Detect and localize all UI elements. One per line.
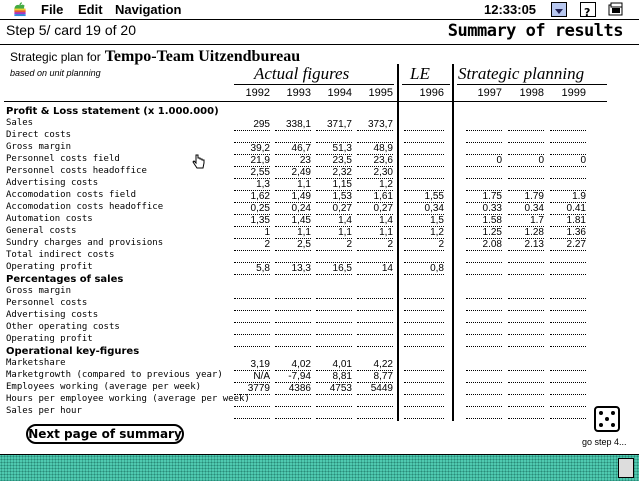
table-cell[interactable] bbox=[466, 323, 502, 335]
table-cell[interactable] bbox=[316, 335, 352, 347]
step-indicator: Step 5/ card 19 of 20 bbox=[6, 22, 136, 38]
dice-icon[interactable] bbox=[594, 406, 620, 432]
table-cell[interactable] bbox=[234, 323, 270, 335]
table-cell[interactable] bbox=[404, 359, 444, 371]
table-cell[interactable] bbox=[404, 251, 444, 263]
table-cell[interactable]: 5449 bbox=[357, 383, 393, 395]
year-header: 1992 bbox=[245, 87, 270, 99]
table-cell[interactable]: 14 bbox=[357, 263, 393, 275]
table-cell[interactable]: 295 bbox=[234, 119, 270, 131]
hand-pointer-icon bbox=[192, 154, 206, 170]
table-cell[interactable]: 4386 bbox=[275, 383, 311, 395]
table-cell[interactable] bbox=[508, 179, 544, 191]
table-cell[interactable]: 1,1 bbox=[275, 227, 311, 239]
table-cell[interactable] bbox=[466, 335, 502, 347]
table-cell[interactable]: 1,49 bbox=[275, 191, 311, 203]
table-cell[interactable]: 2,55 bbox=[234, 167, 270, 179]
table-cell[interactable]: 0 bbox=[508, 155, 544, 167]
year-header: 1993 bbox=[286, 87, 311, 99]
table-cell[interactable]: 0.41 bbox=[550, 203, 586, 215]
table-cell[interactable] bbox=[466, 143, 502, 155]
table-cell[interactable]: 371,7 bbox=[316, 119, 352, 131]
table-cell[interactable] bbox=[508, 371, 544, 383]
table-cell[interactable] bbox=[316, 323, 352, 335]
row-label: Advertising costs bbox=[6, 310, 99, 320]
table-cell[interactable] bbox=[404, 383, 444, 395]
table-cell[interactable]: 1,4 bbox=[316, 215, 352, 227]
table-cell[interactable] bbox=[234, 287, 270, 299]
table-cell[interactable] bbox=[234, 407, 270, 419]
table-cell[interactable]: 0.34 bbox=[508, 203, 544, 215]
table-cell[interactable] bbox=[404, 323, 444, 335]
table-cell[interactable] bbox=[508, 119, 544, 131]
table-cell[interactable]: 1,3 bbox=[234, 179, 270, 191]
table-cell[interactable]: 1.9 bbox=[550, 191, 586, 203]
table-cell[interactable]: 16,5 bbox=[316, 263, 352, 275]
table-cell[interactable] bbox=[316, 251, 352, 263]
table-cell[interactable] bbox=[316, 131, 352, 143]
table-cell[interactable] bbox=[466, 359, 502, 371]
table-cell[interactable]: 2.13 bbox=[508, 239, 544, 251]
row-label: Marketgrowth (compared to previous year) bbox=[6, 370, 223, 380]
table-cell[interactable] bbox=[508, 143, 544, 155]
table-cell[interactable]: 3779 bbox=[234, 383, 270, 395]
table-cell[interactable]: 1,2 bbox=[357, 179, 393, 191]
table-cell[interactable]: 1.36 bbox=[550, 227, 586, 239]
divider-strategic bbox=[452, 64, 454, 421]
table-cell[interactable] bbox=[550, 407, 586, 419]
table-cell[interactable] bbox=[550, 311, 586, 323]
table-cell[interactable]: 48,9 bbox=[357, 143, 393, 155]
table-cell[interactable] bbox=[234, 311, 270, 323]
table-cell[interactable] bbox=[316, 287, 352, 299]
table-cell[interactable]: 373,7 bbox=[357, 119, 393, 131]
table-cell[interactable] bbox=[357, 335, 393, 347]
card-header bbox=[0, 20, 639, 45]
table-cell[interactable]: 1,45 bbox=[275, 215, 311, 227]
table-cell[interactable] bbox=[357, 299, 393, 311]
application-menu-icon[interactable] bbox=[551, 2, 567, 17]
group-underline-le bbox=[402, 84, 450, 85]
table-cell[interactable] bbox=[275, 131, 311, 143]
table-cell[interactable] bbox=[404, 179, 444, 191]
group-strategic-planning: Strategic planning bbox=[458, 64, 585, 83]
table-cell[interactable] bbox=[550, 131, 586, 143]
table-cell[interactable] bbox=[466, 251, 502, 263]
table-cell[interactable]: 0,8 bbox=[404, 263, 444, 275]
row-label: General costs bbox=[6, 226, 77, 236]
table-cell[interactable] bbox=[508, 311, 544, 323]
table-cell[interactable]: 23,5 bbox=[316, 155, 352, 167]
table-cell[interactable]: 1 bbox=[234, 227, 270, 239]
table-cell[interactable]: 8,77 bbox=[357, 371, 393, 383]
row-label: Operating profit bbox=[6, 334, 93, 344]
table-cell[interactable] bbox=[550, 335, 586, 347]
table-cell[interactable]: 23 bbox=[275, 155, 311, 167]
table-cell[interactable] bbox=[508, 323, 544, 335]
table-cell[interactable] bbox=[404, 167, 444, 179]
table-cell[interactable] bbox=[404, 299, 444, 311]
table-cell[interactable]: 2.27 bbox=[550, 239, 586, 251]
table-cell[interactable] bbox=[234, 251, 270, 263]
apple-icon[interactable] bbox=[12, 2, 28, 17]
row-label: Sundry charges and provisions bbox=[6, 238, 164, 248]
year-header: 1996 bbox=[419, 87, 444, 99]
table-cell[interactable] bbox=[404, 407, 444, 419]
row-label: Sales per hour bbox=[6, 406, 82, 416]
table-cell[interactable] bbox=[275, 311, 311, 323]
group-le: LE bbox=[410, 64, 430, 83]
table-cell[interactable] bbox=[466, 395, 502, 407]
table-cell[interactable] bbox=[275, 287, 311, 299]
table-cell[interactable]: 338,1 bbox=[275, 119, 311, 131]
table-cell[interactable] bbox=[357, 131, 393, 143]
desktop-background bbox=[0, 454, 639, 481]
year-header: 1995 bbox=[368, 87, 393, 99]
table-cell[interactable]: 1.81 bbox=[550, 215, 586, 227]
table-cell[interactable] bbox=[275, 395, 311, 407]
table-cell[interactable] bbox=[404, 119, 444, 131]
table-cell[interactable] bbox=[550, 323, 586, 335]
table-cell[interactable]: 46,7 bbox=[275, 143, 311, 155]
table-cell[interactable] bbox=[357, 287, 393, 299]
table-cell[interactable] bbox=[508, 335, 544, 347]
menu-clock: 12:33:05 bbox=[484, 2, 537, 17]
table-cell[interactable] bbox=[466, 263, 502, 275]
table-cell[interactable] bbox=[404, 143, 444, 155]
table-cell[interactable]: 1,55 bbox=[404, 191, 444, 203]
table-cell[interactable] bbox=[404, 131, 444, 143]
table-cell[interactable] bbox=[466, 119, 502, 131]
table-cell[interactable] bbox=[357, 407, 393, 419]
year-header: 1997 bbox=[477, 87, 502, 99]
table-cell[interactable]: -7,94 bbox=[275, 371, 311, 383]
next-page-of-summary-button[interactable]: Next page of summary bbox=[26, 424, 184, 444]
table-cell[interactable] bbox=[357, 311, 393, 323]
table-cell[interactable]: 2 bbox=[357, 239, 393, 251]
row-label: Total indirect costs bbox=[6, 250, 115, 260]
table-cell[interactable]: 23,6 bbox=[357, 155, 393, 167]
table-cell[interactable] bbox=[508, 287, 544, 299]
go-step-link[interactable]: go step 4... bbox=[582, 437, 627, 447]
table-cell[interactable]: 4,01 bbox=[316, 359, 352, 371]
table-cell[interactable] bbox=[404, 287, 444, 299]
table-cell[interactable] bbox=[550, 119, 586, 131]
year-header: 1999 bbox=[561, 87, 586, 99]
based-on-note: based on unit planning bbox=[10, 68, 101, 78]
section-heading: Percentages of sales bbox=[6, 274, 124, 285]
table-cell[interactable]: 1,35 bbox=[234, 215, 270, 227]
table-cell[interactable]: 1,1 bbox=[275, 179, 311, 191]
table-cell[interactable] bbox=[234, 335, 270, 347]
finder-icon[interactable] bbox=[608, 2, 624, 17]
page-title: Summary of results bbox=[447, 21, 623, 41]
table-cell[interactable] bbox=[404, 395, 444, 407]
table-cell[interactable] bbox=[466, 179, 502, 191]
table-top-rule bbox=[4, 101, 607, 102]
table-cell[interactable]: 1,4 bbox=[357, 215, 393, 227]
table-cell[interactable]: 1,53 bbox=[316, 191, 352, 203]
menu-file[interactable]: File bbox=[41, 2, 64, 17]
table-cell[interactable] bbox=[466, 407, 502, 419]
table-cell[interactable]: 39,2 bbox=[234, 143, 270, 155]
company-name: Tempo-Team Uitzendbureau bbox=[104, 48, 301, 65]
table-cell[interactable]: 0 bbox=[466, 155, 502, 167]
table-cell[interactable]: 1.28 bbox=[508, 227, 544, 239]
table-cell[interactable] bbox=[508, 251, 544, 263]
table-cell[interactable] bbox=[550, 179, 586, 191]
table-cell[interactable] bbox=[550, 299, 586, 311]
table-cell[interactable]: 0 bbox=[550, 155, 586, 167]
table-cell[interactable]: 4,22 bbox=[357, 359, 393, 371]
menu-edit[interactable]: Edit bbox=[78, 2, 103, 17]
help-balloon-icon[interactable] bbox=[580, 2, 596, 17]
table-cell[interactable] bbox=[508, 167, 544, 179]
row-label: Employees working (average per week) bbox=[6, 382, 202, 392]
table-cell[interactable]: 1,15 bbox=[316, 179, 352, 191]
table-cell[interactable]: 1,1 bbox=[357, 227, 393, 239]
table-cell[interactable]: 13,3 bbox=[275, 263, 311, 275]
table-cell[interactable]: 1,62 bbox=[234, 191, 270, 203]
table-cell[interactable]: 0,24 bbox=[275, 203, 311, 215]
table-cell[interactable]: 1.79 bbox=[508, 191, 544, 203]
table-cell[interactable] bbox=[508, 131, 544, 143]
table-cell[interactable] bbox=[508, 263, 544, 275]
trash-icon[interactable] bbox=[618, 458, 634, 478]
table-cell[interactable]: 8,81 bbox=[316, 371, 352, 383]
row-label: Gross margin bbox=[6, 142, 72, 152]
table-cell[interactable] bbox=[357, 323, 393, 335]
table-cell[interactable]: 1.58 bbox=[466, 215, 502, 227]
group-underline-strategic bbox=[457, 84, 607, 85]
table-cell[interactable] bbox=[275, 299, 311, 311]
table-cell[interactable] bbox=[234, 131, 270, 143]
table-cell[interactable] bbox=[404, 311, 444, 323]
table-cell[interactable]: 0.33 bbox=[466, 203, 502, 215]
table-cell[interactable] bbox=[508, 299, 544, 311]
row-label: Personnel costs field bbox=[6, 154, 120, 164]
row-label: Accomodation costs headoffice bbox=[6, 202, 164, 212]
row-label: Operating profit bbox=[6, 262, 93, 272]
table-cell[interactable]: 0,25 bbox=[234, 203, 270, 215]
table-cell[interactable] bbox=[316, 407, 352, 419]
menu-bar bbox=[0, 0, 639, 20]
table-cell[interactable]: 0,34 bbox=[404, 203, 444, 215]
table-cell[interactable]: 2,49 bbox=[275, 167, 311, 179]
group-actual-figures: Actual figures bbox=[254, 64, 350, 83]
row-label: Personnel costs bbox=[6, 298, 88, 308]
table-cell[interactable]: 1.75 bbox=[466, 191, 502, 203]
table-cell[interactable] bbox=[550, 383, 586, 395]
table-cell[interactable] bbox=[550, 167, 586, 179]
section-heading: Profit & Loss statement (x 1.000.000) bbox=[6, 106, 219, 117]
table-cell[interactable]: 1,2 bbox=[404, 227, 444, 239]
table-cell[interactable]: 1,1 bbox=[316, 227, 352, 239]
divider-le bbox=[397, 64, 399, 421]
table-cell[interactable] bbox=[550, 371, 586, 383]
table-cell[interactable]: 0,27 bbox=[357, 203, 393, 215]
table-cell[interactable] bbox=[550, 287, 586, 299]
table-cell[interactable] bbox=[508, 383, 544, 395]
table-cell[interactable] bbox=[550, 395, 586, 407]
row-label: Gross margin bbox=[6, 286, 72, 296]
row-label: Marketshare bbox=[6, 358, 66, 368]
table-cell[interactable]: 3,19 bbox=[234, 359, 270, 371]
table-cell[interactable] bbox=[508, 407, 544, 419]
row-label: Accomodation costs field bbox=[6, 190, 137, 200]
table-cell[interactable]: 2 bbox=[234, 239, 270, 251]
table-cell[interactable] bbox=[316, 395, 352, 407]
table-cell[interactable] bbox=[550, 251, 586, 263]
table-cell[interactable]: 2 bbox=[316, 239, 352, 251]
table-cell[interactable] bbox=[466, 131, 502, 143]
table-cell[interactable] bbox=[466, 371, 502, 383]
table-cell[interactable] bbox=[550, 263, 586, 275]
table-cell[interactable] bbox=[234, 299, 270, 311]
row-label: Direct costs bbox=[6, 130, 72, 140]
svg-text:?: ? bbox=[584, 6, 591, 18]
year-header: 1998 bbox=[519, 87, 544, 99]
table-cell[interactable]: 2,32 bbox=[316, 167, 352, 179]
table-cell[interactable] bbox=[316, 311, 352, 323]
table-cell[interactable]: 4753 bbox=[316, 383, 352, 395]
table-cell[interactable] bbox=[275, 251, 311, 263]
table-cell[interactable]: 2.08 bbox=[466, 239, 502, 251]
row-label: Automation costs bbox=[6, 214, 93, 224]
table-cell[interactable] bbox=[404, 335, 444, 347]
table-cell[interactable] bbox=[550, 359, 586, 371]
row-label: Other operating costs bbox=[6, 322, 120, 332]
table-cell[interactable] bbox=[275, 335, 311, 347]
row-label: Hours per employee working (average per week) bbox=[6, 394, 250, 404]
table-cell[interactable] bbox=[550, 143, 586, 155]
table-cell[interactable] bbox=[466, 167, 502, 179]
table-cell[interactable] bbox=[466, 383, 502, 395]
row-label: Advertising costs bbox=[6, 178, 99, 188]
table-cell[interactable]: 2,5 bbox=[275, 239, 311, 251]
table-cell[interactable] bbox=[316, 299, 352, 311]
menu-navigation[interactable]: Navigation bbox=[115, 2, 182, 17]
table-cell[interactable] bbox=[404, 155, 444, 167]
table-cell[interactable] bbox=[234, 395, 270, 407]
table-cell[interactable]: 4,02 bbox=[275, 359, 311, 371]
section-heading: Operational key-figures bbox=[6, 346, 140, 357]
table-cell[interactable] bbox=[275, 407, 311, 419]
table-cell[interactable]: N/A bbox=[234, 371, 270, 383]
table-cell[interactable] bbox=[466, 287, 502, 299]
table-cell[interactable]: 1,61 bbox=[357, 191, 393, 203]
table-cell[interactable] bbox=[466, 299, 502, 311]
table-cell[interactable]: 2,30 bbox=[357, 167, 393, 179]
table-cell[interactable]: 1,5 bbox=[404, 215, 444, 227]
table-cell[interactable]: 1.25 bbox=[466, 227, 502, 239]
table-cell[interactable]: 2 bbox=[404, 239, 444, 251]
table-cell[interactable] bbox=[508, 395, 544, 407]
table-cell[interactable]: 1.7 bbox=[508, 215, 544, 227]
year-header: 1994 bbox=[327, 87, 352, 99]
plan-label: Strategic plan for bbox=[10, 50, 101, 64]
row-label: Sales bbox=[6, 118, 34, 128]
table-cell[interactable]: 0,27 bbox=[316, 203, 352, 215]
row-label: Personnel costs headoffice bbox=[6, 166, 147, 176]
table-cell[interactable] bbox=[357, 395, 393, 407]
table-cell[interactable] bbox=[508, 359, 544, 371]
table-cell[interactable] bbox=[275, 323, 311, 335]
table-cell[interactable] bbox=[466, 311, 502, 323]
table-cell[interactable]: 5,8 bbox=[234, 263, 270, 275]
table-cell[interactable] bbox=[404, 371, 444, 383]
table-cell[interactable] bbox=[357, 251, 393, 263]
table-cell[interactable]: 51,3 bbox=[316, 143, 352, 155]
group-underline-actual bbox=[234, 84, 394, 85]
table-cell[interactable]: 21,9 bbox=[234, 155, 270, 167]
